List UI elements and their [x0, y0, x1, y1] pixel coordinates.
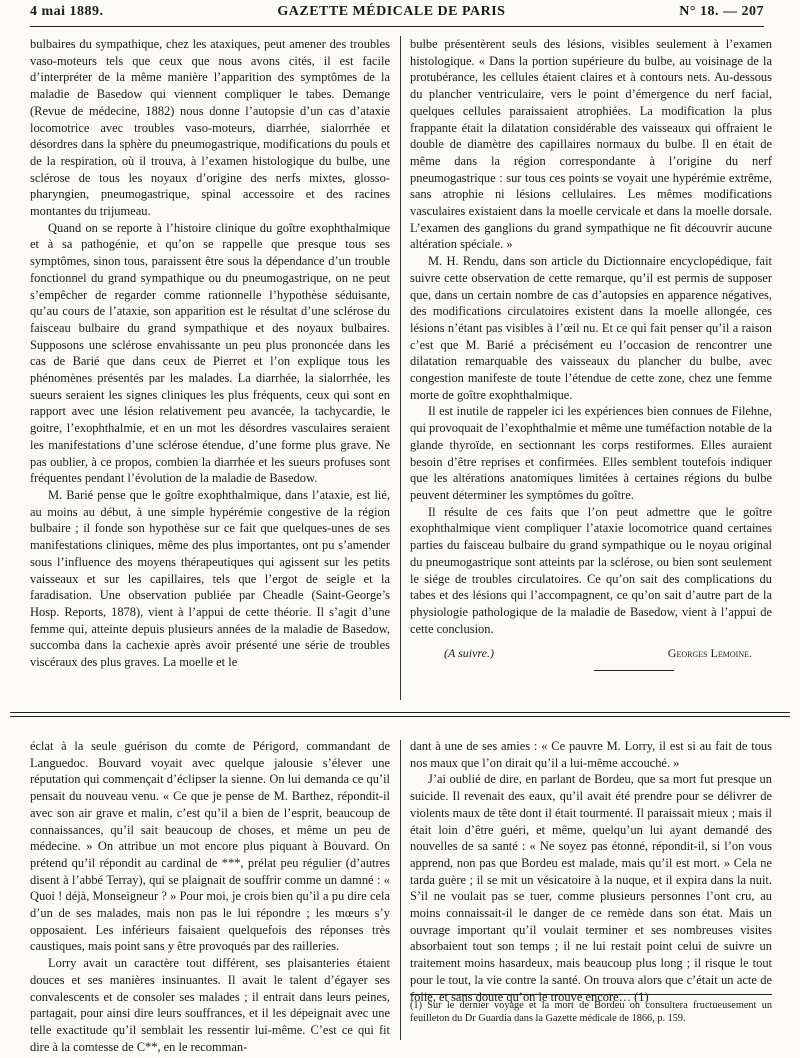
journal-title: GAZETTE MÉDICALE DE PARIS: [277, 4, 506, 19]
to-be-continued: (A suivre.): [444, 646, 494, 661]
article-signature: [410, 645, 772, 662]
feuilleton-rule: [10, 712, 790, 713]
paragraph: Il résulte de ces faits que l’on peut admettre que le goître exophthalmique vient compliquer l’ataxie locomotrice quand certaines parties du faisceau bulbaire du grand sympathique ou le noyau original du pneumogastrique sont atteints par la sclérose, ou bien sont seulement le siége de troubles circulatoires. Ce qu’on sait des complications du tabes et des lésions qui l’accompagnent, ce qu’on sait d’autre part de la physiologie pathologique de la maladie de Basedow, vient à l’appui de cette conclusion.: [410, 504, 772, 636]
paragraph: Lorry avait un caractère tout différent, ses plaisanteries étaient douces et ses manières insinuantes. Il avait le talent d’égayer ses convalescents et de consoler ses malades ; il entrait dans leurs peines, partagait, pour ainsi dire leurs souffrances, et il les dépeignait avec une telle exactitude qu’il semblait les ressentir lui-même. C’est ce qui fit dire à la comtesse de C**, en le recomman-: [30, 956, 390, 1054]
article-column-right: [410, 36, 772, 698]
paragraph: bulbaires du sympathique, chez les ataxiques, peut amener des troubles vaso-moteurs tels que ceux que nous avons cités, il est facile d’interpréter de la même manière l’apparition des symptômes de la maladie de Basedow qui viennent compliquer le tabes. Demange (Revue de médecine, 1882) nous donne l’autopsie d’un cas d’ataxie locomotrice avec troubles vaso-moteurs, diarrhée, sialorrhée et désordres dans la sphère du pneumogastrique, modifications du pouls et de la respiration, où il trouva, à l’examen histologique du bulbe, une sclérose de tous les noyaux d’origine des nerfs mixtes, glosso-pharyngien, pneumogastrique, spinal accessoire et des racines montantes du trijumeau.: [30, 37, 390, 219]
footnote-rule: [410, 994, 772, 995]
paragraph: Il est inutile de rappeler ici les expériences bien connues de Filehne, qui provoquait de l’exophthalmie et même une tuméfaction notable de la glande thyroïde, en sectionnant les corps restiformes. Elles auraient besoin d’être reprises et confirmées. Elles semblent toutefois indiquer que les altérations anatomiques limitées à certaines régions du bulbe peuvent déterminer les symptômes du goître.: [410, 404, 772, 502]
feuilleton-column-left: [30, 738, 390, 1054]
signature-rule: [594, 670, 674, 671]
paragraph: M. H. Rendu, dans son article du Dictionnaire encyclopédique, fait suivre cette observation de cette remarque, qu’il est permis de supposer que, dans un certain nombre de cas d’autopsies en apparence négatives, des modifications circulatoires existent dans la moelle allongée, ces lésions n’étant pas visibles à l’œil nu. Et ce qui fait penser qu’il a raison c’est que M. Barié a précisément eu l’occasion de rencontrer une dilatation remarquable des vaisseaux du plancher du bulbe, avec congestion manifeste de toute l’étendue de cette zone, chez une femme morte de goître exophthalmique.: [410, 254, 772, 402]
author-name: Georges Lemoine.: [667, 646, 752, 661]
feuilleton-column-right: [410, 738, 772, 1004]
article-column-left: [30, 36, 390, 698]
paragraph: bulbe présentèrent seuls des lésions, visibles seulement à l’examen histologique. « Dans la portion supérieure du bulbe, au voisinage de la protubérance, les cellules étaient claires et à contours nets. Au-dessous du plancher ventriculaire, vers le point d’émergence du nerf facial, quelques cellules paraissaient atrophiées. La modification la plus frappante était la dilatation considérable des vaisseaux qui offraient le double de diamètre des capillaires normaux du bulbe. Il en était de même dans la région correspondante à l’origine du nerf pneumogastrique : sur tous ces points se voyait une hypérémie extrême, sans atrophie ni lésions cellulaires. Les mêmes modifications vasculaires existaient dans la moelle cervicale et dans la moelle dorsale. L’examen des ganglions du grand sympathique ne fit découvrir aucune altération spéciale. »: [410, 37, 772, 252]
feuilleton-rule-inner: [10, 716, 790, 717]
header-rule: [30, 26, 764, 27]
paragraph: dant à une de ses amies : « Ce pauvre M. Lorry, il est si au fait de tous nos maux que l’on dirait qu’il a lui-même accouché. »: [410, 739, 772, 770]
paragraph: Quand on se reporte à l’histoire clinique du goître exophthalmique et à sa pathogénie, et qu’on se rappelle que presque tous ses symptômes, sinon tous, paraissent être sous la dépendance d’un trouble fonctionnel du grand sympathique ou du pneumogastrique, on ne peut s’empêcher de regarder comme rationnelle l’hypothèse séduisante, qu’au cours de l’ataxie, son apparition est le résultat d’une sclérose du faisceau bulbaire du grand sympathique et des noyaux bulbaires. Supposons une sclérose envahissante un peu plus prononcée dans les cas de Barié que dans ceux de Pierret et l’on explique tous les phénomènes présentés par les malades. La diarrhée, la sialorrhée, les sueurs seraient les signes cliniques les plus fréquents, ceux qui sont en rapport avec une lésion relativement peu avancée, la tachycardie, le goitre, l’exophthalmie, et en un mot les désordres vasculaires seraient les manifestations d’une sclérose étendue, d’une forme plus grave. Ne pas oublier, à ce propos, combien la diarrhée et les sueurs profuses sont fréquentes pendant l’évolution de la maladie de Basedow.: [30, 220, 390, 486]
page-header: [30, 4, 764, 24]
issue-number: N° 18. — 207: [679, 4, 764, 19]
issue-date: 4 mai 1889.: [30, 4, 104, 19]
footnote: (1) Sur le dernier voyage et la mort de Bordeu on consultera fructueusement un feuilleton du Dr Guardia dans la Gazette médicale de 1866, p. 159.: [410, 1000, 772, 1024]
paragraph: M. Barié pense que le goître exophthalmique, dans l’ataxie, est lié, au moins au début, à une simple hypérémie congestive de la région bulbaire ; il fonde son hypothèse sur ce fait que quelques-unes de ses manifestations cliniques, même des plus importantes, ont pu s’amender sous l’influence des moyens thérapeutiques qui agissent sur les petits vaisseaux et sur les capillaires, tels que l’ergot de seigle et la faradisation. Une observation publiée par Cheadle (Saint-George’s Hosp. Reports, 1878), vient à l’appui de cette théorie. Il s’agit d’une femme qui, atteinte depuis plusieurs années de la maladie de Basedow, succomba dans la cachexie après avoir présenté une série de troubles viscéraux des plus graves. La moelle et le: [30, 487, 390, 670]
column-divider: [400, 36, 401, 700]
column-divider: [400, 740, 401, 1040]
paragraph: éclat à la seule guérison du comte de Périgord, commandant de Languedoc. Bouvard voyait avec quelque jalousie s’élever une réputation qui commençait d’éclipser la sienne. On lui demanda ce qu’il pensait du nouveau venu. « Ce que je pense de M. Barthez, répondit-il avec son air grave et malin, c’est qu’il a bien de l’esprit, beaucoup de connaissances, qu’il sait beaucoup de choses, et même un peu de médecine. » On attribue un mot encore plus piquant à Bouvard. On prétend qu’il répondit au cardinal de ***, prélat peu régulier (d’autres disent à l’abbé Terray), qui se plaignait de souffrir comme un damné : « Quoi ! déjà, Monseigneur ? » Pour moi, je crois bien qu’il a pu dire cela d’un de ses malades, mais non pas le lui répondre ; les mœurs s’y opposaient. Les inférieurs faisaient quelquefois des réponses très caustiques, mais point sans y être provoqués par des railleries.: [30, 739, 390, 954]
paragraph: J’ai oublié de dire, en parlant de Bordeu, que sa mort fut presque un suicide. Il revenait des eaux, qu’il avait été prendre pour se délivrer de violents maux de tête dont il était tourmenté. Il paraissait mieux ; mais il était loin d’être guéri, et même, quelqu’un lui ayant demandé des nouvelles de sa santé : « Ne soyez pas étonné, répondit-il, si l’on vous apprend, non pas que Bordeu est malade, mais qu’il est mort. » Cela ne tarda guère ; il se mit un vésicatoire à la nuque, et il expira dans la nuit. S’il ne voulait pas se tuer, comme plusieurs personnes l’ont cru, au moins connaissait-il le danger de ce remède dans son état. Mais un ouvrage important qu’il voulait terminer et ses nombreuses visites absorbaient tout son temps ; il ne lui restait point celui de suivre un traitement moins hasardeux, mais beaucoup plus long ; il risque le tout pour le tout, la vie contre la santé. On trouva alors que c’était un acte de folie, et sans doute qu’on le trouve encore… (1): [410, 772, 772, 1004]
